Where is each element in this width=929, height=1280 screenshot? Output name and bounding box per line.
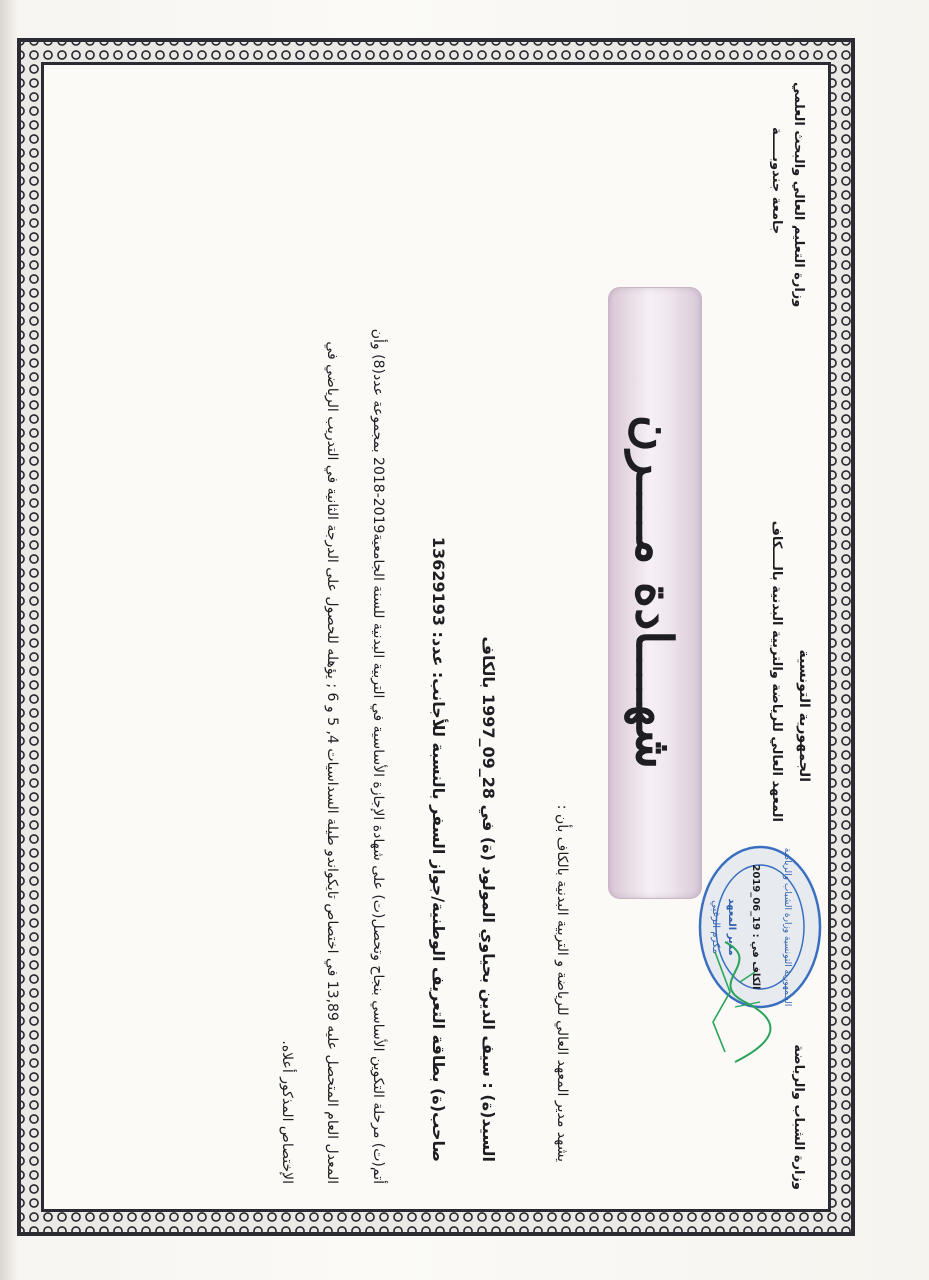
stamp-signature-title: مدير المعهد (726, 898, 737, 956)
body-line-degree: أتم(ت) مرحلة التكوين الأساسي بنجاح وتحصل(ت) على شهادة الإجازة الأساسية في التربية البدنية للسنة الجامعية2019-2018 بمجموعة عدد(8) وأن (370, 328, 386, 1184)
ministry-higher-ed-header: وزارة التعليم العالي والبحث العلمي (791, 82, 806, 308)
university-header: جامعة جندوبـــــة (769, 127, 784, 235)
body-line-average: المعدل العام المتحصل عليه 13,89 في اختصاص تايكواندو طيلة السداسيات 4, 5 و 6 ; يؤهله للحصول على الدرجة الثانية في التدريب الرياضي في (324, 341, 340, 1184)
certificate-content (52, 72, 820, 1202)
stamp-signature-name: مكرم الزغبي (710, 900, 721, 954)
handwritten-signature (695, 932, 785, 1072)
body-intro: يشهد مدير المعهد العالي للرياضة و التربية البدنية بالكاف بأن : (554, 804, 570, 1162)
body-line-name: السيد(ة) : سيف الدين بحياوي المولود (ة) في 28_09_1997 بالكاف (479, 636, 498, 1162)
page-edge-shadow (0, 0, 18, 1280)
stamp-ring-text: الجمهورية التونسية وزارة الشباب والرياضة (782, 847, 792, 1007)
certificate-title: شهــــادة مــــرن (625, 414, 684, 770)
stamp-date: الكاف في : 19_06_2019 (750, 864, 761, 990)
institute-header: المعهد العالي للرياضة والتربية البدنية بالــــكاف (769, 520, 784, 822)
ministry-youth-header: وزارة الشباب والرياضة (791, 1044, 806, 1190)
body-line-specialty: الإختصاص المذكور أعلاه. (279, 1040, 295, 1184)
republic-header: الجمهورية التونسية (796, 649, 812, 782)
body-line-id: صاحب(ة) بطاقة التعريف الوطنية/جواز السفر بالنسبة للأجانب: عدد: 13629193 (429, 536, 448, 1162)
